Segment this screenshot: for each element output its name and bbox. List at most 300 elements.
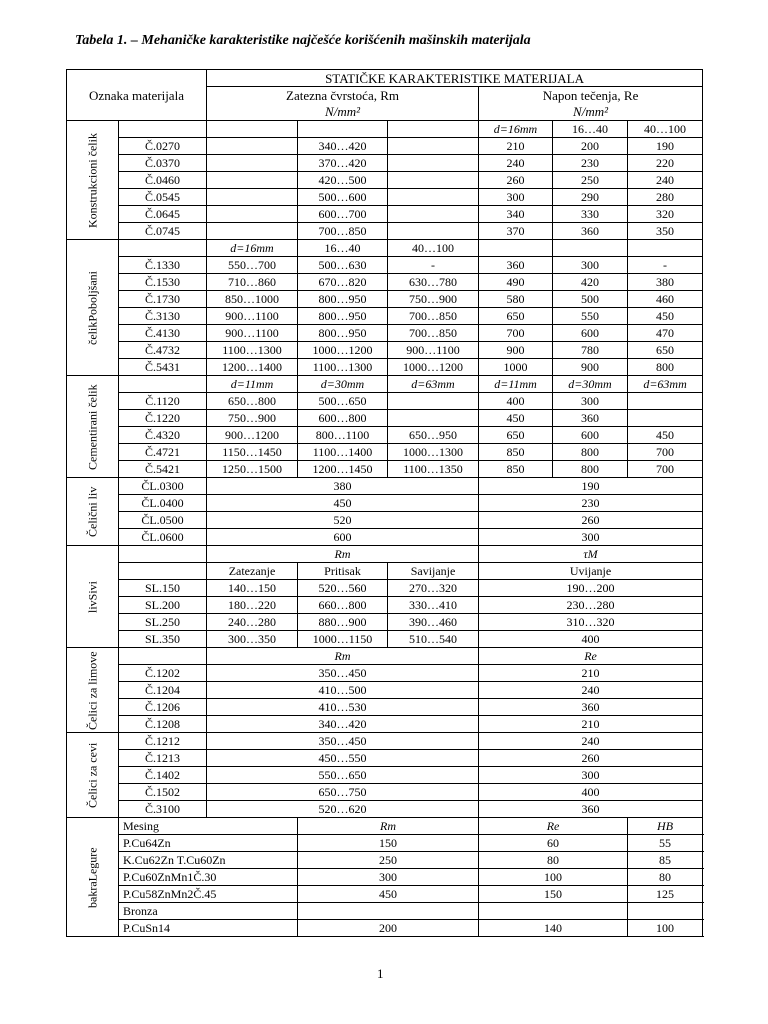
value-cell: 360 [479,257,553,274]
symbol-cell: Rm [207,648,479,665]
table-row [67,869,703,886]
value-cell: 230…280 [479,597,703,614]
material-code: Č.1206 [119,699,207,716]
material-code: Č.1530 [119,274,207,291]
value-cell: 290 [553,189,628,206]
subheader-cell: d=30mm [298,376,388,393]
symbol-cell: τM [479,546,703,563]
value-cell: 800 [553,461,628,478]
table-row [67,223,703,240]
table-row [67,461,703,478]
value-cell: 190 [479,478,703,495]
value-cell: 410…500 [207,682,479,699]
value-cell: - [628,257,703,274]
subheader-cell: Zatezanje [207,563,298,580]
value-cell: 340…420 [298,138,388,155]
material-code: SL.150 [119,580,207,597]
group-header-row [67,818,703,835]
value-cell: - [388,257,479,274]
value-cell: 510…540 [388,631,479,648]
value-cell: 1100…1300 [207,342,298,359]
value-cell: 400 [479,784,703,801]
value-cell [207,223,298,240]
value-cell: 650…950 [388,427,479,444]
table-row [67,716,703,733]
material-code: Č.4320 [119,427,207,444]
material-code: Č.1202 [119,665,207,682]
value-cell [628,410,703,427]
table-row [67,801,703,818]
subheader-cell: d=63mm [388,376,479,393]
value-cell: 450 [207,495,479,512]
group-label: Cementirani čelik [67,376,119,478]
value-cell: 1000…1200 [388,359,479,376]
symbol-cell: Re [479,648,703,665]
value-cell: 150 [479,886,628,903]
subheader-cell: d=16mm [479,121,553,138]
tensile-label: Zatezna čvrstoća, Rm [286,87,399,103]
material-code: Č.1213 [119,750,207,767]
value-cell: 220 [628,155,703,172]
value-cell [479,903,628,920]
value-cell: 1250…1500 [207,461,298,478]
value-cell: 360 [553,223,628,240]
value-cell: 800…950 [298,308,388,325]
value-cell: 550…650 [207,767,479,784]
table-row [67,920,703,937]
material-code: Č.0370 [119,155,207,172]
table-row [67,835,703,852]
subheader-cell: d=16mm [207,240,298,257]
value-cell [388,138,479,155]
symbol-cell: HB [628,818,703,835]
value-cell: 55 [628,835,703,852]
subheader-cell [628,240,703,257]
value-cell: 80 [479,852,628,869]
value-cell: 600 [553,325,628,342]
group-label: čelikPoboljšani [67,240,119,376]
value-cell: 900…1100 [388,342,479,359]
table-row [67,393,703,410]
group-label: Čelici za cevi [67,733,119,818]
value-cell: 240 [628,172,703,189]
value-cell: 60 [479,835,628,852]
value-cell: 180…220 [207,597,298,614]
value-cell: 230 [479,495,703,512]
value-cell: 800 [628,359,703,376]
value-cell: 450 [628,427,703,444]
group-label: Konstrukcioni čelik [67,121,119,240]
material-code: Č.1212 [119,733,207,750]
value-cell: 580 [479,291,553,308]
table-row [67,172,703,189]
value-cell: 300 [298,869,479,886]
subheader-cell: d=30mm [553,376,628,393]
subheader-cell: d=63mm [628,376,703,393]
table-row [67,733,703,750]
value-cell: 1150…1450 [207,444,298,461]
value-cell: 260 [479,512,703,529]
value-cell: 1100…1350 [388,461,479,478]
material-code: Č.3130 [119,308,207,325]
value-cell: 850…1000 [207,291,298,308]
value-cell: 650 [479,427,553,444]
value-cell: 500 [553,291,628,308]
subheader-cell: Uvijanje [479,563,703,580]
value-cell: 360 [479,699,703,716]
table-caption: Tabela 1. – Mehaničke karakteristike najčešće korišćenih mašinskih materijala [75,33,531,48]
value-cell: 360 [553,410,628,427]
value-cell: 125 [628,886,703,903]
value-cell: 800…950 [298,291,388,308]
subheader-cell: 16…40 [298,240,388,257]
material-code: Č.0745 [119,223,207,240]
symbol-cell: Rm [207,546,479,563]
table-row [67,852,703,869]
table-row [67,206,703,223]
material-code: SL.200 [119,597,207,614]
value-cell: 800 [553,444,628,461]
value-cell: 520…560 [298,580,388,597]
value-cell: 250 [298,852,479,869]
subheader-cell [388,121,479,138]
value-cell: 490 [479,274,553,291]
value-cell: 880…900 [298,614,388,631]
subheader-cell: d=11mm [479,376,553,393]
value-cell: 400 [479,631,703,648]
value-cell: 190…200 [479,580,703,597]
value-cell: 100 [479,869,628,886]
value-cell: 850 [479,444,553,461]
value-cell: 520…620 [207,801,479,818]
value-cell: 210 [479,138,553,155]
table-row [67,138,703,155]
material-code: SL.350 [119,631,207,648]
value-cell: 300 [479,767,703,784]
material-code: Č.1208 [119,716,207,733]
table-row [67,665,703,682]
value-cell [388,223,479,240]
value-cell: 900…1100 [207,325,298,342]
group-subheader-row [67,376,703,393]
value-cell: 300…350 [207,631,298,648]
value-cell: 250 [553,172,628,189]
value-cell: 200 [553,138,628,155]
value-cell: 710…860 [207,274,298,291]
subheader-cell: 16…40 [553,121,628,138]
material-code: K.Cu62Zn T.Cu60Zn [119,852,298,869]
table-row [67,427,703,444]
value-cell: 660…800 [298,597,388,614]
value-cell: 700 [479,325,553,342]
value-cell [207,138,298,155]
value-cell: 800…1100 [298,427,388,444]
value-cell: 500…650 [298,393,388,410]
group-subheader-row [67,563,703,580]
value-cell: 450 [479,410,553,427]
material-code: Č.1204 [119,682,207,699]
material-code: Bronza [119,903,298,920]
subheader-cell: d=11mm [207,376,298,393]
material-code: Č.0270 [119,138,207,155]
group-label: livSivi [67,546,119,648]
value-cell: 340 [479,206,553,223]
value-cell: 380 [207,478,479,495]
value-cell: 270…320 [388,580,479,597]
value-cell: 450 [628,308,703,325]
value-cell: 630…780 [388,274,479,291]
table-row [67,767,703,784]
value-cell: 200 [298,920,479,937]
value-cell: 700 [628,461,703,478]
value-cell: 700…850 [388,308,479,325]
value-cell: 350…450 [207,665,479,682]
value-cell: 670…820 [298,274,388,291]
value-cell: 340…420 [207,716,479,733]
value-cell: 600 [207,529,479,546]
value-cell: 600…800 [298,410,388,427]
value-cell: 240 [479,733,703,750]
value-cell: 1100…1300 [298,359,388,376]
value-cell: 500…600 [298,189,388,206]
value-cell: 370…420 [298,155,388,172]
table-row [67,359,703,376]
material-designation-header: Oznaka materijala [67,70,207,121]
table-row [67,699,703,716]
group-label: Čelici za limove [67,648,119,733]
table-row [67,597,703,614]
value-cell: 900 [553,359,628,376]
symbol-cell: Rm [298,818,479,835]
value-cell [298,903,479,920]
value-cell: 350…450 [207,733,479,750]
value-cell: 390…460 [388,614,479,631]
table-row [67,291,703,308]
value-cell: 550…700 [207,257,298,274]
value-cell [207,172,298,189]
value-cell: 240 [479,155,553,172]
value-cell: 750…900 [388,291,479,308]
value-cell: 140…150 [207,580,298,597]
table-row [67,410,703,427]
value-cell: 1200…1450 [298,461,388,478]
empty-cell [119,546,207,563]
material-code: Č.1120 [119,393,207,410]
table-row [67,886,703,903]
material-code: Č.5431 [119,359,207,376]
value-cell: 260 [479,750,703,767]
value-cell: 410…530 [207,699,479,716]
value-cell: 650 [628,342,703,359]
table-row [67,631,703,648]
subheader-cell [119,121,207,138]
value-cell [388,172,479,189]
value-cell: 600…700 [298,206,388,223]
value-cell: 300 [479,189,553,206]
yield-unit: N/mm² [573,103,609,119]
value-cell: 900…1200 [207,427,298,444]
value-cell: 450…550 [207,750,479,767]
table-row [67,529,703,546]
subheader-cell [479,240,553,257]
subheader-cell: 40…100 [388,240,479,257]
value-cell: 1000…1300 [388,444,479,461]
material-code: Č.3100 [119,801,207,818]
value-cell: 500…630 [298,257,388,274]
subheader-cell [119,240,207,257]
value-cell: 85 [628,852,703,869]
subheader-cell: Mesing [119,818,298,835]
table-row [67,444,703,461]
value-cell [207,155,298,172]
table-row [67,274,703,291]
value-cell: 350 [628,223,703,240]
tensile-strength-header [207,87,479,121]
value-cell: 1000 [479,359,553,376]
value-cell: 700…850 [298,223,388,240]
subheader-cell [207,121,298,138]
material-code: P.Cu60ZnMn1Č.30 [119,869,298,886]
value-cell [388,155,479,172]
value-cell: 1100…1400 [298,444,388,461]
group-label: bakraLegure [67,818,119,937]
table-row [67,155,703,172]
value-cell: 300 [553,393,628,410]
value-cell: 210 [479,716,703,733]
value-cell: 360 [479,801,703,818]
subheader-cell [298,121,388,138]
value-cell: 420 [553,274,628,291]
group-label: Čelični liv [67,478,119,546]
value-cell: 330…410 [388,597,479,614]
value-cell: 550 [553,308,628,325]
yield-label: Napon tečenja, Re [542,87,639,103]
value-cell: 260 [479,172,553,189]
table-row [67,512,703,529]
value-cell: 300 [553,257,628,274]
subheader-cell [553,240,628,257]
table-row [67,189,703,206]
empty-cell [119,648,207,665]
material-code: P.CuSn14 [119,920,298,937]
value-cell [207,206,298,223]
subheader-cell: Savijanje [388,563,479,580]
value-cell: 100 [628,920,703,937]
table-row [67,750,703,767]
value-cell: 1000…1150 [298,631,388,648]
material-code: ČL.0600 [119,529,207,546]
material-code: Č.5421 [119,461,207,478]
value-cell: 140 [479,920,628,937]
value-cell: 650…750 [207,784,479,801]
table-row [67,342,703,359]
value-cell [388,410,479,427]
value-cell: 1000…1200 [298,342,388,359]
table-row [67,308,703,325]
material-code: SL.250 [119,614,207,631]
table-row [67,478,703,495]
table-row [67,682,703,699]
material-code: ČL.0400 [119,495,207,512]
value-cell: 320 [628,206,703,223]
table-row [67,257,703,274]
value-cell: 450 [298,886,479,903]
value-cell: 310…320 [479,614,703,631]
material-code: ČL.0500 [119,512,207,529]
value-cell: 190 [628,138,703,155]
value-cell [388,206,479,223]
value-cell [207,189,298,206]
value-cell: 240…280 [207,614,298,631]
value-cell [388,189,479,206]
group-subheader-row [67,121,703,138]
static-characteristics-header: STATIČKE KARAKTERISTIKE MATERIJALA [207,70,703,87]
material-code: Č.4721 [119,444,207,461]
table-row [67,325,703,342]
material-code: Č.0645 [119,206,207,223]
table-row [67,495,703,512]
value-cell: 230 [553,155,628,172]
value-cell: 210 [479,665,703,682]
value-cell: 800…950 [298,325,388,342]
value-cell: 280 [628,189,703,206]
material-code: Č.4130 [119,325,207,342]
value-cell: 520 [207,512,479,529]
value-cell: 600 [553,427,628,444]
subheader-cell: 40…100 [628,121,703,138]
material-code: Č.1220 [119,410,207,427]
value-cell [628,903,703,920]
subheader-cell [119,376,207,393]
yield-strength-header [479,87,703,121]
material-code: Č.4732 [119,342,207,359]
value-cell [628,393,703,410]
material-code: Č.1402 [119,767,207,784]
material-code: Č.1730 [119,291,207,308]
value-cell: 420…500 [298,172,388,189]
material-code: Č.0460 [119,172,207,189]
subheader-cell: Pritisak [298,563,388,580]
material-code: Č.1330 [119,257,207,274]
table-row [67,580,703,597]
empty-cell [119,563,207,580]
material-code: ČL.0300 [119,478,207,495]
material-code: Č.0545 [119,189,207,206]
tensile-unit: N/mm² [325,103,360,119]
value-cell: 650…800 [207,393,298,410]
value-cell: 780 [553,342,628,359]
value-cell: 1200…1400 [207,359,298,376]
group-symbol-row [67,546,703,563]
group-symbol-row [67,648,703,665]
value-cell: 400 [479,393,553,410]
value-cell: 80 [628,869,703,886]
value-cell: 650 [479,308,553,325]
value-cell: 460 [628,291,703,308]
value-cell: 750…900 [207,410,298,427]
symbol-cell: Re [479,818,628,835]
value-cell: 850 [479,461,553,478]
value-cell: 700…850 [388,325,479,342]
group-subheader-row [67,240,703,257]
table-row [67,784,703,801]
value-cell: 900…1100 [207,308,298,325]
value-cell: 330 [553,206,628,223]
material-code: P.Cu58ZnMn2Č.45 [119,886,298,903]
table-row [67,903,703,920]
material-code: Č.1502 [119,784,207,801]
value-cell: 370 [479,223,553,240]
